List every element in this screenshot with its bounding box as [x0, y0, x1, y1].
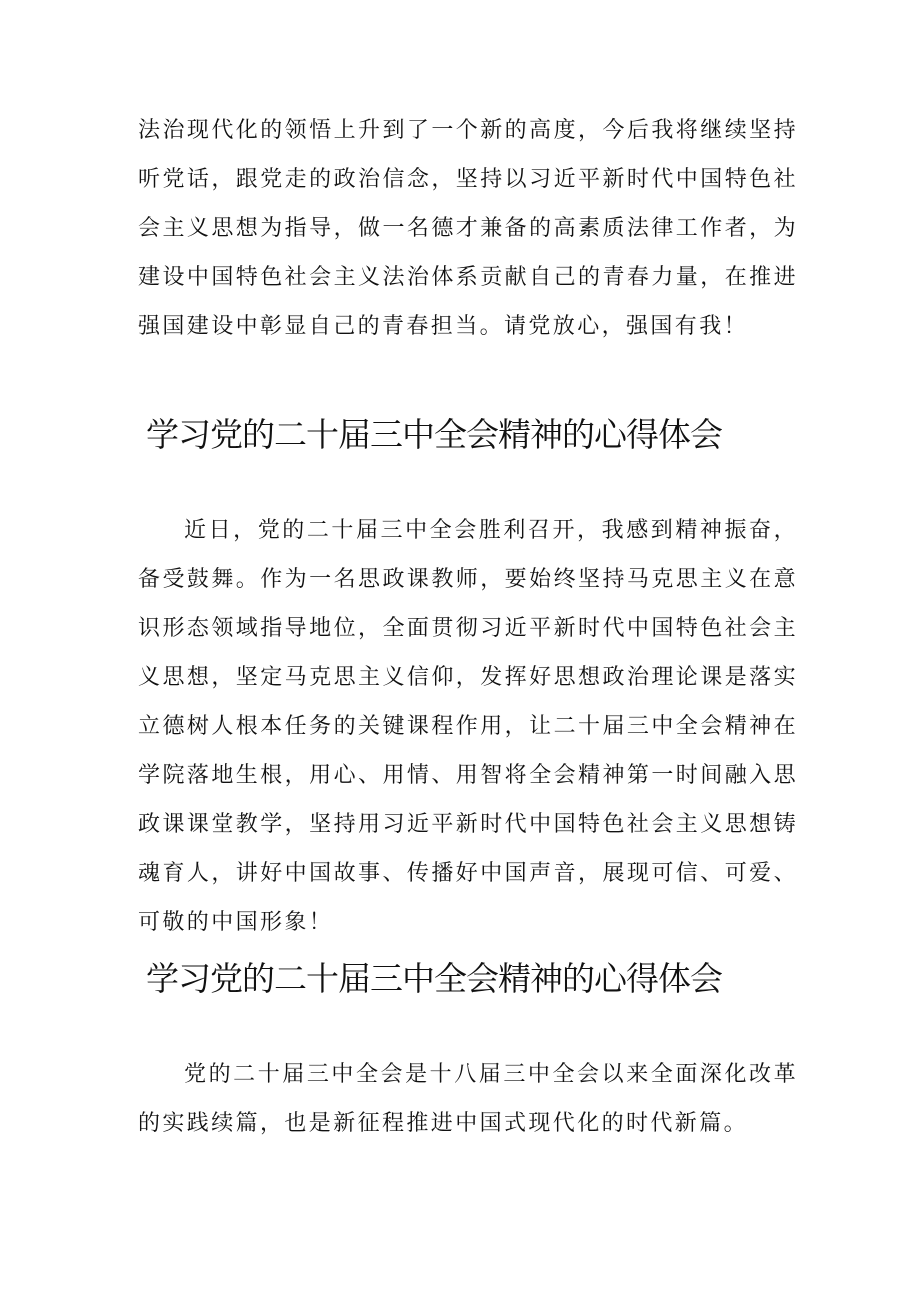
paragraph-body-1: 近日，党的二十届三中全会胜利召开，我感到精神振奋，备受鼓舞。作为一名思政课教师，要始终坚持马克思主义在意识形态领域指导地位，全面贯彻习近平新时代中国特色社会主义思想，坚定马克思主义信仰，发挥好思想政治理论课是落实立德树人根本任务的关键课程作用，让二十届三中全会精神在学院落地生根，用心、用情、用智将全会精神第一时间融入思政课课堂教学，坚持用习近平新时代中国特色社会主义思想铸魂育人，讲好中国故事、传播好中国声音，展现可信、可爱、可敬的中国形象！	[138, 518, 798, 935]
section-heading-1: 学习党的二十届三中全会精神的心得体会	[146, 415, 722, 454]
paragraph-continued: 法治现代化的领悟上升到了一个新的高度，今后我将继续坚持听党话，跟党走的政治信念，坚持以习近平新时代中国特色社会主义思想为指导，做一名德才兼备的高素质法律工作者，为建设中国特色社会主义法治体系贡献自己的青春力量，在推进强国建设中彰显自己的青春担当。请党放心，强国有我！	[138, 118, 798, 339]
section-heading-2: 学习党的二十届三中全会精神的心得体会	[146, 959, 722, 998]
paragraph-body-2: 党的二十届三中全会是十八届三中全会以来全面深化改革的实践续篇，也是新征程推进中国式现代化的时代新篇。	[138, 1062, 798, 1136]
